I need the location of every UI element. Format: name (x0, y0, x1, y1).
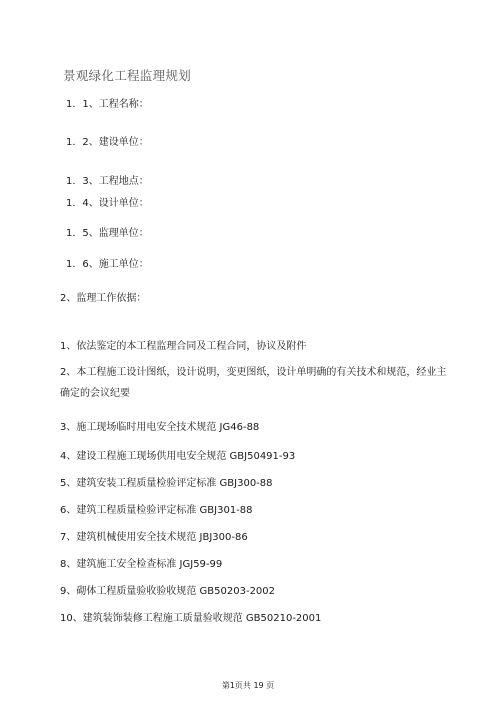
basis-item: 9、砌体工程质量验收验收规范 GB50203-2002 (60, 586, 276, 597)
basis-item: 1、依法鉴定的本工程监理合同及工程合同，协议及附件 (60, 341, 307, 352)
supervision-unit-label: 1．5、监理单位： (66, 228, 149, 239)
project-name-label: 1．1、工程名称： (66, 99, 149, 110)
basis-item: 4、建设工程施工现场供用电安全规范 GBJ50491-93 (60, 451, 296, 462)
document-title: 景观绿化工程监理规划 (63, 68, 192, 83)
basis-item: 5、建筑安装工程质量检验评定标准 GBJ300-88 (60, 478, 273, 489)
basis-item: 10、建筑装饰装修工程施工质量验收规范 GB50210-2001 (60, 613, 322, 624)
basis-item: 7、建筑机械使用安全技术规范 JBJ300-86 (60, 532, 248, 543)
page-number: 第1页共 19 页 (221, 681, 275, 690)
basis-item: 8、建筑施工安全检查标准 JGJ59-99 (60, 559, 223, 570)
basis-item: 2、本工程施工设计图纸，设计说明，变更图纸，设计单明确的有关技术和规范，经业主确定的会议纪要 (60, 367, 447, 399)
basis-item: 3、施工现场临时用电安全技术规范 JG46-88 (60, 422, 260, 433)
client-label: 1．2、建设单位： (66, 137, 149, 148)
section-heading: 2、监理工作依据： (60, 293, 147, 304)
construction-unit-label: 1．6、施工单位： (66, 259, 149, 270)
design-unit-label: 1．4、设计单位： (66, 198, 149, 209)
basis-item: 6、建筑工程质量检验评定标准 GBJ301-88 (60, 505, 253, 516)
project-location-label: 1．3、工程地点： (66, 176, 149, 187)
